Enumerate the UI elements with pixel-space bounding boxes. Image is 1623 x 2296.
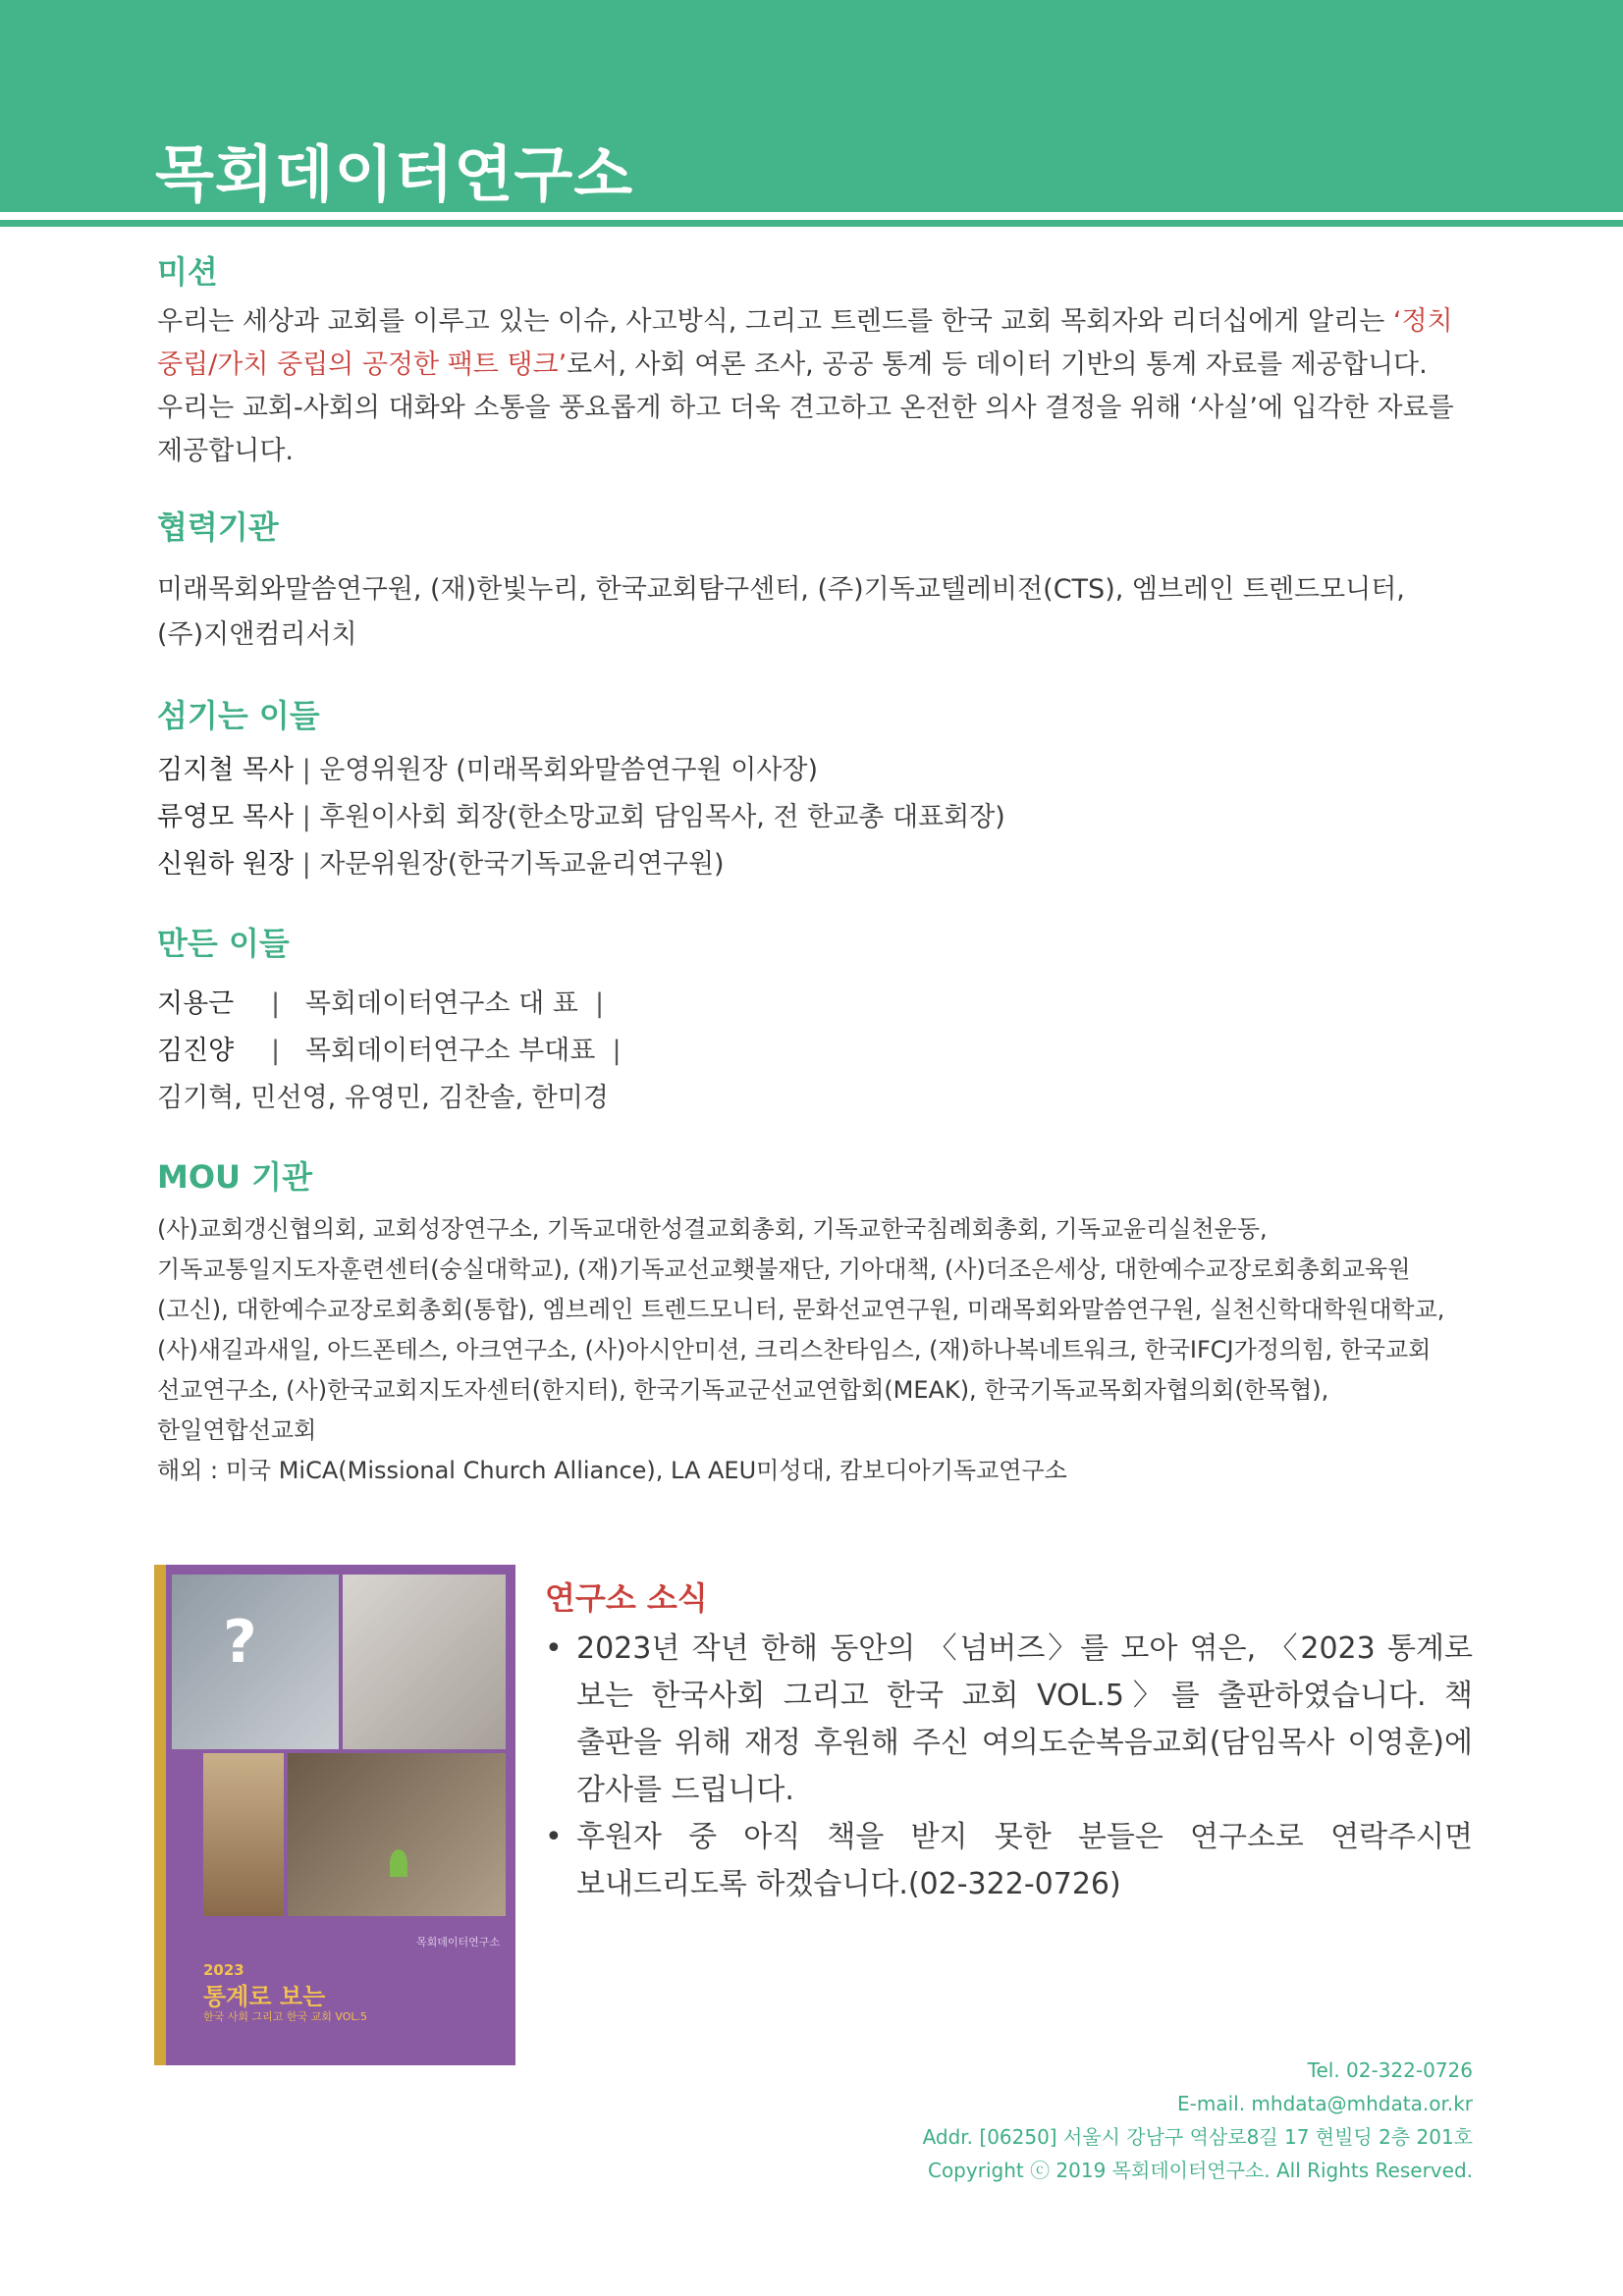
mou-list: (사)교회갱신협의회, 교회성장연구소, 기독교대한성결교회총회, 기독교한국침례회총회, 기독교윤리실천운동, 기독교통일지도자훈련센터(숭실대학교), (재)기독교선교횃불재단, 기아대책, (사)더조은세상, 대한예수교장로회총회교육원(고신), 대한예수교장로회총회(통합), 엠브레인 트렌드모니터, 문화선교연구원, 미래목회와말씀연구원, 실천신학대학원대학교, (사)새길과새일, 아드폰테스, 아크연구소, (사)아시안미션, 크리스찬타임스, (재)하나복네트워크, 한국IFCJ가정의힘, 한국교회 선교연구소, (사)한국교회지도자센터(한지터), 한국기독교군선교연합회(MEAK), 한국기독교목회자협의회(한목협), 한일연합선교회 <box>157 1215 1445 1444</box>
book-photo-teddy-bear <box>343 1575 506 1749</box>
book-year: 2023 <box>203 1961 244 1979</box>
servant-name: 김지철 목사 <box>157 755 294 785</box>
book-photo-church <box>203 1753 284 1916</box>
news-item: • 후원자 중 아직 책을 받지 못한 분들은 연구소로 연락주시면 보내드리도록 하겠습니다.(02-322-0726) <box>545 1814 1473 1908</box>
servants-heading: 섬기는 이들 <box>157 697 320 734</box>
footer-copyright: Copyright ⓒ 2019 목회데이터연구소. All Rights Reserved. <box>927 2159 1473 2182</box>
servant-row <box>157 795 1005 833</box>
makers-staff: 김기혁, 민선영, 유영민, 김찬솔, 한미경 <box>157 1083 609 1113</box>
book-spine <box>154 1565 166 2065</box>
mou-heading: MOU 기관 <box>157 1158 312 1196</box>
footer-contact <box>923 2054 1473 2187</box>
news-heading: 연구소 소식 <box>545 1579 708 1617</box>
partners-heading: 협력기관 <box>157 508 279 546</box>
footer-tel: Tel. 02-322-0726 <box>1307 2058 1473 2082</box>
maker-role: 목회데이터연구소 부대표 <box>304 1036 596 1066</box>
partners-line-1: 미래목회와말씀연구원, (재)한빛누리, 한국교회탐구센터, (주)기독교텔레비전(CTS), 엠브레인 트렌드모니터, <box>157 574 1405 605</box>
servant-name: 류영모 목사 <box>157 802 294 832</box>
servant-role: 후원이사회 회장(한소망교회 담임목사, 전 한교총 대표회장) <box>319 802 1005 832</box>
question-mark-icon: ? <box>223 1608 257 1677</box>
separator: | <box>271 988 281 1019</box>
mission-paragraph-1 <box>157 300 1473 387</box>
mission-heading: 미션 <box>157 253 218 291</box>
page-title: 목회데이터연구소 <box>155 138 634 210</box>
separator: | <box>301 755 311 785</box>
mission-text-2: 로서, 사회 여론 조사, 공공 통계 등 데이터 기반의 통계 자료를 제공합니다. <box>567 349 1428 380</box>
header-banner <box>0 0 1623 212</box>
maker-row <box>157 982 604 1020</box>
book-publisher: 목회데이터연구소 <box>415 1936 500 1949</box>
maker-row <box>157 1029 622 1067</box>
maker-name: 김진양 <box>157 1036 235 1066</box>
news-list <box>545 1626 1473 1908</box>
servant-role: 운영위원장 (미래목회와말씀연구원 이사장) <box>319 755 819 785</box>
book-title: 통계로 보는 <box>203 1983 326 2010</box>
footer-email: E-mail. mhdata@mhdata.or.kr <box>1177 2092 1473 2115</box>
footer-address: Addr. [06250] 서울시 강남구 역삼로8길 17 현빌딩 2층 201호 <box>922 2125 1473 2149</box>
book-cover-image <box>154 1565 515 2065</box>
mission-text-1: 우리는 세상과 교회를 이루고 있는 이슈, 사고방식, 그리고 트렌드를 한국 교회 목회자와 리더십에게 알리는 <box>157 306 1393 337</box>
servant-role: 자문위원장(한국기독교윤리연구원) <box>319 849 725 880</box>
maker-name: 지용근 <box>157 988 235 1019</box>
mou-overseas: 해외 : 미국 MiCA(Missional Church Alliance), LA AEU미성대, 캄보디아기독교연구소 <box>157 1457 1067 1484</box>
news-item: • 2023년 작년 한해 동안의 〈넘버즈〉를 모아 엮은, 〈2023 통계로 보는 한국사회 그리고 한국 교회 VOL.5〉를 출판하였습니다. 책 출판을 위해 재정 후원해 주신 여의도순복음교회(담임목사 이영훈)에 감사를 드립니다. <box>545 1626 1473 1814</box>
separator: | <box>301 849 311 880</box>
servant-name: 신원하 원장 <box>157 849 294 880</box>
separator: | <box>271 1036 281 1066</box>
separator: | <box>612 1036 622 1066</box>
header-divider <box>0 220 1623 227</box>
servant-row <box>157 748 818 786</box>
mission-paragraph-2: 우리는 교회-사회의 대화와 소통을 풍요롭게 하고 더욱 견고하고 온전한 의사 결정을 위해 ‘사실’에 입각한 자료를 제공합니다. <box>157 393 1454 466</box>
servant-row <box>157 842 725 881</box>
separator: | <box>301 802 311 832</box>
separator: | <box>595 988 605 1019</box>
makers-heading: 만든 이들 <box>157 925 290 962</box>
mou-body <box>157 1209 1473 1491</box>
maker-role: 목회데이터연구소 대 표 <box>304 988 578 1019</box>
book-photo-sprout <box>288 1753 506 1916</box>
partners-line-2: (주)지앤컴리서치 <box>157 619 357 650</box>
mission-highlight: ‘정치 중립/가치 중립의 공정한 팩트 탱크’ <box>157 306 1453 380</box>
book-subtitle: 한국 사회 그리고 한국 교회 VOL.5 <box>203 2010 367 2023</box>
sprout-icon <box>390 1849 407 1877</box>
